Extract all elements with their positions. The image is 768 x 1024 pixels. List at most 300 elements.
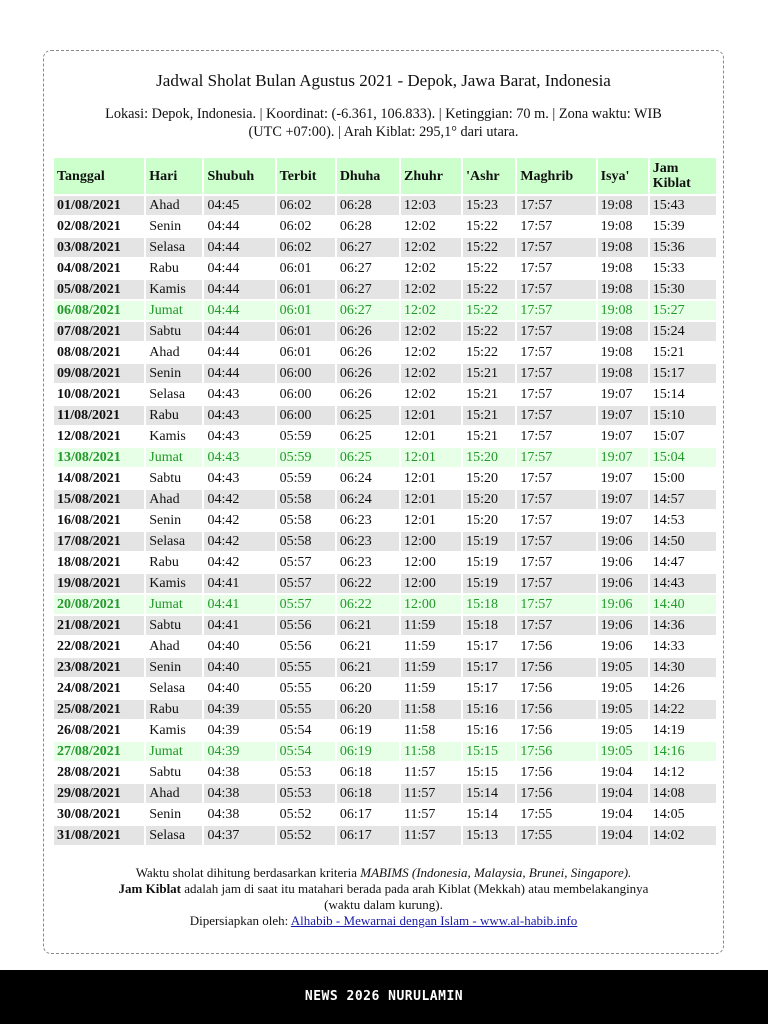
cell-date: 01/08/2021 bbox=[54, 196, 144, 215]
table-row bbox=[54, 427, 716, 446]
cell-isya: 19:05 bbox=[598, 721, 648, 740]
cell-isya: 19:07 bbox=[598, 511, 648, 530]
cell-isya: 19:05 bbox=[598, 742, 648, 761]
column-header-shubuh: Shubuh bbox=[204, 158, 274, 194]
cell-jam-kiblat: 14:50 bbox=[650, 532, 716, 551]
cell-terbit: 06:01 bbox=[277, 280, 335, 299]
cell-day: Selasa bbox=[146, 679, 202, 698]
table-row bbox=[54, 616, 716, 635]
cell-terbit: 06:02 bbox=[277, 217, 335, 236]
table-row bbox=[54, 574, 716, 593]
cell-dhuha: 06:18 bbox=[337, 763, 399, 782]
cell-dhuha: 06:23 bbox=[337, 553, 399, 572]
cell-shubuh: 04:44 bbox=[204, 343, 274, 362]
cell-jam-kiblat: 15:43 bbox=[650, 196, 716, 215]
cell-shubuh: 04:38 bbox=[204, 784, 274, 803]
cell-zhuhr: 12:00 bbox=[401, 532, 461, 551]
table-body bbox=[54, 196, 716, 845]
cell-jam-kiblat: 15:04 bbox=[650, 448, 716, 467]
cell-shubuh: 04:39 bbox=[204, 721, 274, 740]
cell-date: 02/08/2021 bbox=[54, 217, 144, 236]
cell-terbit: 05:53 bbox=[277, 784, 335, 803]
cell-jam-kiblat: 14:40 bbox=[650, 595, 716, 614]
cell-date: 05/08/2021 bbox=[54, 280, 144, 299]
table-row bbox=[54, 532, 716, 551]
cell-jam-kiblat: 15:27 bbox=[650, 301, 716, 320]
cell-ashr: 15:22 bbox=[463, 217, 515, 236]
cell-ashr: 15:17 bbox=[463, 637, 515, 656]
cell-date: 21/08/2021 bbox=[54, 616, 144, 635]
cell-zhuhr: 12:01 bbox=[401, 469, 461, 488]
column-header-dhuha: Dhuha bbox=[337, 158, 399, 194]
cell-dhuha: 06:26 bbox=[337, 322, 399, 341]
cell-zhuhr: 12:01 bbox=[401, 490, 461, 509]
cell-zhuhr: 11:57 bbox=[401, 784, 461, 803]
cell-maghrib: 17:57 bbox=[517, 364, 595, 383]
cell-terbit: 05:52 bbox=[277, 805, 335, 824]
cell-jam-kiblat: 15:36 bbox=[650, 238, 716, 257]
cell-jam-kiblat: 14:30 bbox=[650, 658, 716, 677]
cell-isya: 19:04 bbox=[598, 805, 648, 824]
cell-shubuh: 04:41 bbox=[204, 616, 274, 635]
cell-dhuha: 06:17 bbox=[337, 826, 399, 845]
table-row bbox=[54, 679, 716, 698]
table-row bbox=[54, 784, 716, 803]
page-title: Jadwal Sholat Bulan Agustus 2021 - Depok, Jawa Barat, Indonesia bbox=[156, 71, 611, 90]
cell-shubuh: 04:44 bbox=[204, 238, 274, 257]
cell-isya: 19:06 bbox=[598, 532, 648, 551]
column-header-jam-kiblat: Jam Kiblat bbox=[650, 158, 716, 194]
cell-maghrib: 17:57 bbox=[517, 511, 595, 530]
cell-terbit: 06:00 bbox=[277, 364, 335, 383]
table-row bbox=[54, 721, 716, 740]
cell-terbit: 06:00 bbox=[277, 406, 335, 425]
cell-date: 25/08/2021 bbox=[54, 700, 144, 719]
cell-dhuha: 06:27 bbox=[337, 259, 399, 278]
cell-terbit: 05:58 bbox=[277, 532, 335, 551]
cell-maghrib: 17:57 bbox=[517, 427, 595, 446]
cell-ashr: 15:22 bbox=[463, 301, 515, 320]
cell-date: 15/08/2021 bbox=[54, 490, 144, 509]
table-row bbox=[54, 364, 716, 383]
cell-isya: 19:08 bbox=[598, 238, 648, 257]
cell-shubuh: 04:39 bbox=[204, 742, 274, 761]
cell-day: Rabu bbox=[146, 259, 202, 278]
cell-jam-kiblat: 14:08 bbox=[650, 784, 716, 803]
cell-jam-kiblat: 14:19 bbox=[650, 721, 716, 740]
cell-ashr: 15:17 bbox=[463, 658, 515, 677]
cell-day: Senin bbox=[146, 658, 202, 677]
table-row bbox=[54, 763, 716, 782]
cell-zhuhr: 11:57 bbox=[401, 826, 461, 845]
cell-zhuhr: 11:58 bbox=[401, 721, 461, 740]
cell-terbit: 06:01 bbox=[277, 301, 335, 320]
cell-dhuha: 06:21 bbox=[337, 616, 399, 635]
cell-jam-kiblat: 15:14 bbox=[650, 385, 716, 404]
cell-zhuhr: 12:02 bbox=[401, 280, 461, 299]
cell-shubuh: 04:44 bbox=[204, 259, 274, 278]
cell-dhuha: 06:22 bbox=[337, 574, 399, 593]
cell-ashr: 15:18 bbox=[463, 595, 515, 614]
cell-dhuha: 06:26 bbox=[337, 364, 399, 383]
table-row bbox=[54, 343, 716, 362]
cell-zhuhr: 11:59 bbox=[401, 616, 461, 635]
cell-maghrib: 17:56 bbox=[517, 637, 595, 656]
cell-date: 10/08/2021 bbox=[54, 385, 144, 404]
cell-day: Ahad bbox=[146, 784, 202, 803]
table-row bbox=[54, 742, 716, 761]
cell-ashr: 15:22 bbox=[463, 343, 515, 362]
cell-shubuh: 04:39 bbox=[204, 700, 274, 719]
cell-dhuha: 06:20 bbox=[337, 700, 399, 719]
cell-jam-kiblat: 15:33 bbox=[650, 259, 716, 278]
footer-notes bbox=[64, 865, 703, 929]
cell-date: 31/08/2021 bbox=[54, 826, 144, 845]
cell-date: 19/08/2021 bbox=[54, 574, 144, 593]
cell-isya: 19:06 bbox=[598, 616, 648, 635]
cell-terbit: 05:59 bbox=[277, 469, 335, 488]
cell-maghrib: 17:55 bbox=[517, 805, 595, 824]
cell-isya: 19:07 bbox=[598, 385, 648, 404]
cell-zhuhr: 11:57 bbox=[401, 763, 461, 782]
cell-day: Senin bbox=[146, 364, 202, 383]
cell-day: Sabtu bbox=[146, 322, 202, 341]
cell-zhuhr: 12:02 bbox=[401, 364, 461, 383]
cell-isya: 19:08 bbox=[598, 322, 648, 341]
cell-isya: 19:08 bbox=[598, 343, 648, 362]
cell-shubuh: 04:37 bbox=[204, 826, 274, 845]
cell-shubuh: 04:41 bbox=[204, 595, 274, 614]
cell-day: Jumat bbox=[146, 595, 202, 614]
cell-maghrib: 17:57 bbox=[517, 280, 595, 299]
cell-date: 26/08/2021 bbox=[54, 721, 144, 740]
cell-date: 24/08/2021 bbox=[54, 679, 144, 698]
cell-shubuh: 04:40 bbox=[204, 637, 274, 656]
cell-isya: 19:08 bbox=[598, 259, 648, 278]
cell-day: Jumat bbox=[146, 301, 202, 320]
cell-isya: 19:07 bbox=[598, 406, 648, 425]
kiblat-label: Jam Kiblat bbox=[118, 881, 182, 896]
cell-date: 30/08/2021 bbox=[54, 805, 144, 824]
cell-day: Kamis bbox=[146, 574, 202, 593]
schedule-card bbox=[43, 50, 724, 954]
cell-terbit: 06:01 bbox=[277, 259, 335, 278]
table-row bbox=[54, 553, 716, 572]
cell-jam-kiblat: 14:43 bbox=[650, 574, 716, 593]
cell-maghrib: 17:57 bbox=[517, 532, 595, 551]
cell-isya: 19:06 bbox=[598, 595, 648, 614]
location-info-line2: (UTC +07:00). | Arah Kiblat: 295,1° dari utara. bbox=[248, 124, 519, 140]
cell-maghrib: 17:57 bbox=[517, 301, 595, 320]
cell-zhuhr: 12:01 bbox=[401, 427, 461, 446]
cell-ashr: 15:14 bbox=[463, 805, 515, 824]
cell-date: 06/08/2021 bbox=[54, 301, 144, 320]
cell-isya: 19:04 bbox=[598, 826, 648, 845]
prayer-schedule-table bbox=[52, 156, 718, 847]
cell-isya: 19:07 bbox=[598, 448, 648, 467]
cell-maghrib: 17:56 bbox=[517, 658, 595, 677]
cell-day: Selasa bbox=[146, 238, 202, 257]
cell-terbit: 05:56 bbox=[277, 637, 335, 656]
cell-ashr: 15:15 bbox=[463, 763, 515, 782]
cell-jam-kiblat: 14:36 bbox=[650, 616, 716, 635]
cell-isya: 19:08 bbox=[598, 217, 648, 236]
cell-jam-kiblat: 14:05 bbox=[650, 805, 716, 824]
table-header-row bbox=[54, 158, 716, 194]
cell-day: Selasa bbox=[146, 385, 202, 404]
cell-day: Kamis bbox=[146, 427, 202, 446]
table-row bbox=[54, 595, 716, 614]
cell-date: 14/08/2021 bbox=[54, 469, 144, 488]
cell-maghrib: 17:56 bbox=[517, 763, 595, 782]
table-row bbox=[54, 196, 716, 215]
cell-dhuha: 06:20 bbox=[337, 679, 399, 698]
cell-jam-kiblat: 14:02 bbox=[650, 826, 716, 845]
cell-zhuhr: 11:59 bbox=[401, 637, 461, 656]
cell-date: 28/08/2021 bbox=[54, 763, 144, 782]
cell-shubuh: 04:44 bbox=[204, 280, 274, 299]
cell-jam-kiblat: 14:53 bbox=[650, 511, 716, 530]
cell-shubuh: 04:44 bbox=[204, 364, 274, 383]
cell-day: Sabtu bbox=[146, 763, 202, 782]
cell-isya: 19:07 bbox=[598, 490, 648, 509]
cell-zhuhr: 11:58 bbox=[401, 742, 461, 761]
cell-shubuh: 04:43 bbox=[204, 469, 274, 488]
cell-terbit: 05:57 bbox=[277, 553, 335, 572]
cell-isya: 19:06 bbox=[598, 637, 648, 656]
cell-maghrib: 17:56 bbox=[517, 784, 595, 803]
cell-dhuha: 06:21 bbox=[337, 658, 399, 677]
cell-shubuh: 04:43 bbox=[204, 427, 274, 446]
cell-jam-kiblat: 15:39 bbox=[650, 217, 716, 236]
cell-maghrib: 17:56 bbox=[517, 679, 595, 698]
cell-zhuhr: 12:00 bbox=[401, 595, 461, 614]
cell-shubuh: 04:42 bbox=[204, 532, 274, 551]
cell-dhuha: 06:24 bbox=[337, 490, 399, 509]
cell-maghrib: 17:57 bbox=[517, 259, 595, 278]
cell-day: Senin bbox=[146, 805, 202, 824]
cell-zhuhr: 12:01 bbox=[401, 511, 461, 530]
table-row bbox=[54, 826, 716, 845]
cell-terbit: 05:59 bbox=[277, 427, 335, 446]
cell-date: 29/08/2021 bbox=[54, 784, 144, 803]
location-info-line1: Lokasi: Depok, Indonesia. | Koordinat: (-6.361, 106.833). | Ketinggian: 70 m. | Zona waktu: WIB bbox=[105, 106, 662, 122]
cell-terbit: 06:02 bbox=[277, 196, 335, 215]
cell-date: 03/08/2021 bbox=[54, 238, 144, 257]
cell-shubuh: 04:41 bbox=[204, 574, 274, 593]
cell-maghrib: 17:56 bbox=[517, 700, 595, 719]
cell-day: Ahad bbox=[146, 637, 202, 656]
cell-terbit: 05:58 bbox=[277, 511, 335, 530]
cell-ashr: 15:19 bbox=[463, 532, 515, 551]
cell-ashr: 15:20 bbox=[463, 469, 515, 488]
cell-zhuhr: 12:01 bbox=[401, 448, 461, 467]
cell-shubuh: 04:38 bbox=[204, 763, 274, 782]
cell-maghrib: 17:56 bbox=[517, 742, 595, 761]
table-row bbox=[54, 448, 716, 467]
cell-terbit: 05:56 bbox=[277, 616, 335, 635]
cell-zhuhr: 12:02 bbox=[401, 217, 461, 236]
cell-maghrib: 17:57 bbox=[517, 217, 595, 236]
cell-terbit: 06:01 bbox=[277, 343, 335, 362]
cell-zhuhr: 12:02 bbox=[401, 322, 461, 341]
cell-ashr: 15:22 bbox=[463, 238, 515, 257]
cell-jam-kiblat: 14:26 bbox=[650, 679, 716, 698]
prepared-by-link[interactable]: Alhabib - Mewarnai dengan Islam - www.al-habib.info bbox=[290, 913, 578, 928]
cell-isya: 19:06 bbox=[598, 574, 648, 593]
prepared-by bbox=[64, 913, 703, 929]
cell-day: Ahad bbox=[146, 490, 202, 509]
cell-date: 07/08/2021 bbox=[54, 322, 144, 341]
cell-maghrib: 17:57 bbox=[517, 574, 595, 593]
cell-day: Senin bbox=[146, 511, 202, 530]
cell-terbit: 05:55 bbox=[277, 658, 335, 677]
cell-jam-kiblat: 14:12 bbox=[650, 763, 716, 782]
table-row bbox=[54, 217, 716, 236]
cell-ashr: 15:20 bbox=[463, 448, 515, 467]
cell-shubuh: 04:43 bbox=[204, 406, 274, 425]
cell-shubuh: 04:45 bbox=[204, 196, 274, 215]
cell-dhuha: 06:23 bbox=[337, 511, 399, 530]
cell-shubuh: 04:44 bbox=[204, 322, 274, 341]
cell-dhuha: 06:27 bbox=[337, 301, 399, 320]
cell-zhuhr: 12:01 bbox=[401, 406, 461, 425]
cell-dhuha: 06:19 bbox=[337, 721, 399, 740]
cell-day: Rabu bbox=[146, 700, 202, 719]
table-row bbox=[54, 385, 716, 404]
cell-jam-kiblat: 14:57 bbox=[650, 490, 716, 509]
cell-ashr: 15:22 bbox=[463, 322, 515, 341]
cell-dhuha: 06:24 bbox=[337, 469, 399, 488]
cell-isya: 19:06 bbox=[598, 553, 648, 572]
cell-maghrib: 17:57 bbox=[517, 553, 595, 572]
cell-dhuha: 06:28 bbox=[337, 217, 399, 236]
column-header-terbit: Terbit bbox=[277, 158, 335, 194]
cell-isya: 19:05 bbox=[598, 679, 648, 698]
cell-ashr: 15:21 bbox=[463, 364, 515, 383]
cell-jam-kiblat: 15:10 bbox=[650, 406, 716, 425]
cell-dhuha: 06:19 bbox=[337, 742, 399, 761]
cell-isya: 19:04 bbox=[598, 784, 648, 803]
cell-shubuh: 04:43 bbox=[204, 385, 274, 404]
kiblat-note bbox=[64, 881, 703, 897]
cell-date: 13/08/2021 bbox=[54, 448, 144, 467]
table-row bbox=[54, 322, 716, 341]
table-row bbox=[54, 658, 716, 677]
cell-dhuha: 06:27 bbox=[337, 280, 399, 299]
cell-shubuh: 04:44 bbox=[204, 301, 274, 320]
kiblat-text: adalah jam di saat itu matahari berada pada arah Kiblat (Mekkah) atau membelakanginya bbox=[184, 881, 649, 896]
cell-terbit: 05:55 bbox=[277, 700, 335, 719]
cell-jam-kiblat: 15:17 bbox=[650, 364, 716, 383]
cell-date: 12/08/2021 bbox=[54, 427, 144, 446]
cell-ashr: 15:22 bbox=[463, 280, 515, 299]
cell-shubuh: 04:43 bbox=[204, 448, 274, 467]
criteria-name: MABIMS (Indonesia, Malaysia, Brunei, Singapore). bbox=[360, 865, 632, 880]
cell-jam-kiblat: 15:21 bbox=[650, 343, 716, 362]
cell-ashr: 15:19 bbox=[463, 574, 515, 593]
prepared-prefix: Dipersiapkan oleh: bbox=[189, 913, 289, 928]
cell-dhuha: 06:28 bbox=[337, 196, 399, 215]
criteria-note bbox=[64, 865, 703, 881]
column-header-date: Tanggal bbox=[54, 158, 144, 194]
cell-terbit: 05:52 bbox=[277, 826, 335, 845]
cell-day: Sabtu bbox=[146, 469, 202, 488]
cell-zhuhr: 12:02 bbox=[401, 259, 461, 278]
table-row bbox=[54, 511, 716, 530]
cell-zhuhr: 11:58 bbox=[401, 700, 461, 719]
cell-terbit: 06:02 bbox=[277, 238, 335, 257]
cell-terbit: 05:53 bbox=[277, 763, 335, 782]
cell-zhuhr: 12:02 bbox=[401, 301, 461, 320]
cell-terbit: 06:01 bbox=[277, 322, 335, 341]
cell-shubuh: 04:40 bbox=[204, 658, 274, 677]
cell-maghrib: 17:57 bbox=[517, 469, 595, 488]
cell-date: 20/08/2021 bbox=[54, 595, 144, 614]
cell-maghrib: 17:56 bbox=[517, 721, 595, 740]
cell-isya: 19:05 bbox=[598, 700, 648, 719]
cell-date: 04/08/2021 bbox=[54, 259, 144, 278]
cell-zhuhr: 12:02 bbox=[401, 385, 461, 404]
cell-terbit: 05:57 bbox=[277, 574, 335, 593]
cell-ashr: 15:16 bbox=[463, 700, 515, 719]
news-banner: NEWS 2026 NURULAMIN bbox=[0, 970, 768, 1024]
cell-shubuh: 04:42 bbox=[204, 511, 274, 530]
cell-terbit: 05:54 bbox=[277, 721, 335, 740]
cell-terbit: 05:55 bbox=[277, 679, 335, 698]
cell-shubuh: 04:42 bbox=[204, 553, 274, 572]
cell-isya: 19:08 bbox=[598, 301, 648, 320]
cell-ashr: 15:21 bbox=[463, 385, 515, 404]
cell-zhuhr: 11:59 bbox=[401, 679, 461, 698]
column-header-day: Hari bbox=[146, 158, 202, 194]
cell-day: Ahad bbox=[146, 343, 202, 362]
cell-isya: 19:07 bbox=[598, 427, 648, 446]
cell-ashr: 15:23 bbox=[463, 196, 515, 215]
cell-dhuha: 06:25 bbox=[337, 448, 399, 467]
cell-dhuha: 06:26 bbox=[337, 385, 399, 404]
column-header-isya: Isya' bbox=[598, 158, 648, 194]
cell-dhuha: 06:22 bbox=[337, 595, 399, 614]
cell-zhuhr: 12:02 bbox=[401, 238, 461, 257]
cell-terbit: 06:00 bbox=[277, 385, 335, 404]
cell-dhuha: 06:17 bbox=[337, 805, 399, 824]
cell-ashr: 15:18 bbox=[463, 616, 515, 635]
cell-ashr: 15:13 bbox=[463, 826, 515, 845]
cell-shubuh: 04:44 bbox=[204, 217, 274, 236]
cell-date: 27/08/2021 bbox=[54, 742, 144, 761]
criteria-prefix: Waktu sholat dihitung berdasarkan kriteria bbox=[135, 865, 358, 880]
cell-date: 09/08/2021 bbox=[54, 364, 144, 383]
cell-terbit: 05:59 bbox=[277, 448, 335, 467]
cell-maghrib: 17:55 bbox=[517, 826, 595, 845]
cell-zhuhr: 12:03 bbox=[401, 196, 461, 215]
cell-day: Kamis bbox=[146, 280, 202, 299]
location-info bbox=[74, 105, 693, 141]
cell-day: Rabu bbox=[146, 406, 202, 425]
cell-dhuha: 06:18 bbox=[337, 784, 399, 803]
cell-terbit: 05:57 bbox=[277, 595, 335, 614]
cell-day: Kamis bbox=[146, 721, 202, 740]
cell-isya: 19:04 bbox=[598, 763, 648, 782]
cell-ashr: 15:20 bbox=[463, 511, 515, 530]
table-row bbox=[54, 406, 716, 425]
cell-maghrib: 17:57 bbox=[517, 448, 595, 467]
cell-jam-kiblat: 15:00 bbox=[650, 469, 716, 488]
cell-maghrib: 17:57 bbox=[517, 406, 595, 425]
cell-day: Rabu bbox=[146, 553, 202, 572]
cell-day: Selasa bbox=[146, 532, 202, 551]
